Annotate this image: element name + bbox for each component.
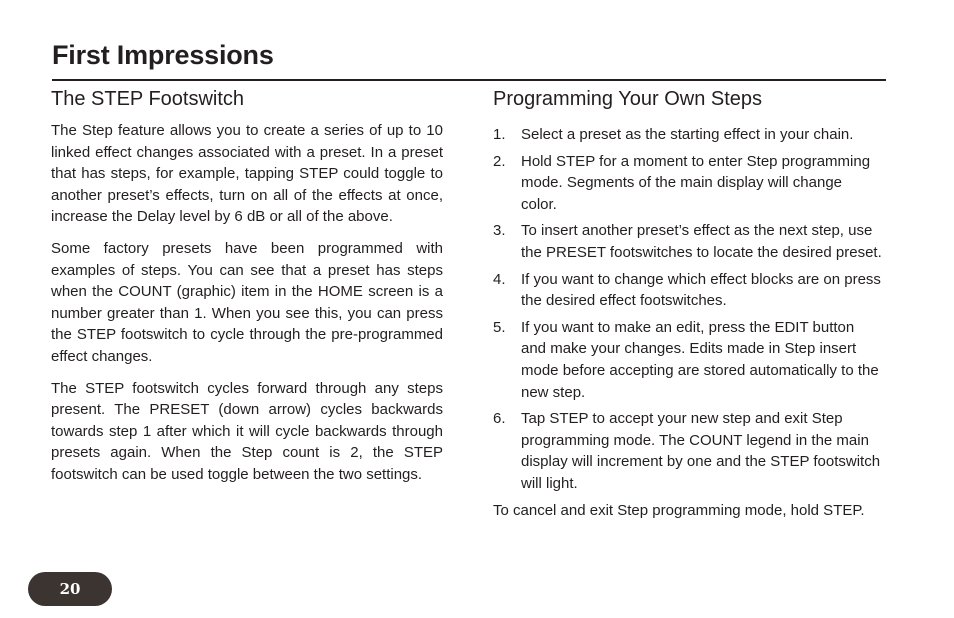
steps-list [493,124,886,495]
list-item [493,317,886,403]
step-number: 5. [493,318,506,336]
section-heading-step-footswitch: The STEP Footswitch [51,88,245,110]
step-number: 2. [493,152,506,170]
list-item [493,151,886,216]
paragraph: Some factory presets have been programmed with examples of steps. You can see that a preset has steps when the COUNT (graphic) item in the HOME screen is a number greater than 1. When you see this, you can press the STEP footswitch to cycle through the pre-programmed effect changes. [51,239,443,365]
step-text: Select a preset as the starting effect in your chain. [521,126,854,143]
step-number: 4. [493,270,506,288]
paragraph: The STEP footswitch cycles forward through any steps present. The PRESET (down arrow) cycles backwards towards step 1 after which it will cycle backwards through presets again. When the Step count is 2, the STEP footswitch can be used toggle between the two settings. [51,379,443,483]
step-number: 1. [493,126,506,143]
left-column [51,86,443,496]
list-item [493,269,886,312]
page-title: First Impressions [52,40,274,70]
cancel-note: To cancel and exit Step programming mode, hold STEP. [493,501,865,519]
list-item [493,408,886,494]
page-number-badge: 20 [28,572,112,606]
section-heading-programming-steps: Programming Your Own Steps [493,88,763,110]
step-text: To insert another preset’s effect as the next step, use the PRESET footswitches to locate the desired preset. [521,222,882,261]
step-text: If you want to make an edit, press the EDIT button and make your changes. Edits made in Step insert mode before accepting are stored automatically to the new step. [521,318,879,401]
step-text: Hold STEP for a moment to enter Step programming mode. Segments of the main display will change color. [521,152,871,213]
list-item [493,220,886,263]
step-text: If you want to change which effect blocks are on press the desired effect footswitches. [521,270,881,310]
paragraph: The Step feature allows you to create a series of up to 10 linked effect changes associated with a preset. In a preset that has steps, for example, tapping STEP could toggle to another preset’s effects, turn on all of the effects at once, increase the Delay level by 6 dB or all of the above. [51,122,443,226]
right-column [493,86,886,521]
step-number: 6. [493,410,506,428]
step-number: 3. [493,222,506,240]
step-text: Tap STEP to accept your new step and exit Step programming mode. The COUNT legend in the main display will increment by one and the STEP footswitch will light. [521,410,881,492]
title-rule [52,79,886,81]
list-item [493,124,886,146]
